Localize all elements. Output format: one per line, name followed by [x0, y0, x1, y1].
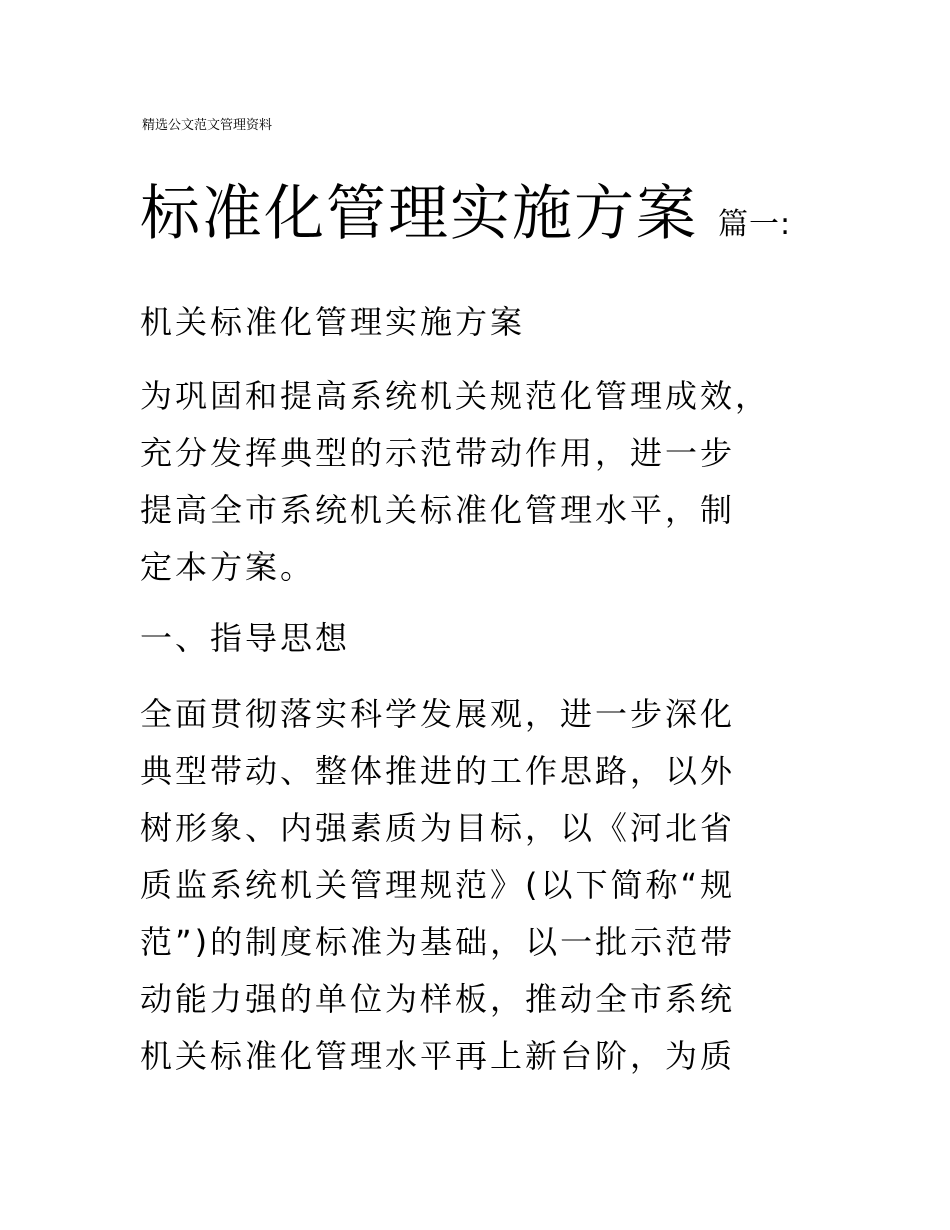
paragraph-line: 定本方案。 [140, 548, 316, 586]
section-line: 质监系统机关管理规范》(以下简称“规 [140, 866, 736, 904]
section-line: 树形象、内强素质为目标，以《河北省 [140, 809, 736, 847]
paragraph-line: 为巩固和提高系统机关规范化管理成效， [140, 377, 771, 415]
title-main: 标准化管理实施方案 [140, 179, 698, 249]
header-note: 精选公文范文管理资料 [142, 118, 273, 133]
section-heading: 一、指导思想 [140, 619, 351, 657]
subtitle: 机关标准化管理实施方案 [140, 303, 526, 341]
section-line: 全面贯彻落实科学发展观，进一步深化 [140, 695, 736, 733]
section-line: 典型带动、整体推进的工作思路，以外 [140, 752, 736, 790]
title-suffix: 篇一: [718, 207, 792, 242]
paragraph-line: 充分发挥典型的示范带动作用，进一步 [140, 434, 736, 472]
paragraph-line: 提高全市系统机关标准化管理水平，制 [140, 491, 736, 529]
section-line: 动能力强的单位为样板，推动全市系统 [140, 980, 736, 1018]
document-title [140, 176, 791, 252]
section-line: 范”)的制度标准为基础，以一批示范带 [140, 923, 736, 961]
section-line: 机关标准化管理水平再上新台阶，为质 [140, 1037, 736, 1075]
